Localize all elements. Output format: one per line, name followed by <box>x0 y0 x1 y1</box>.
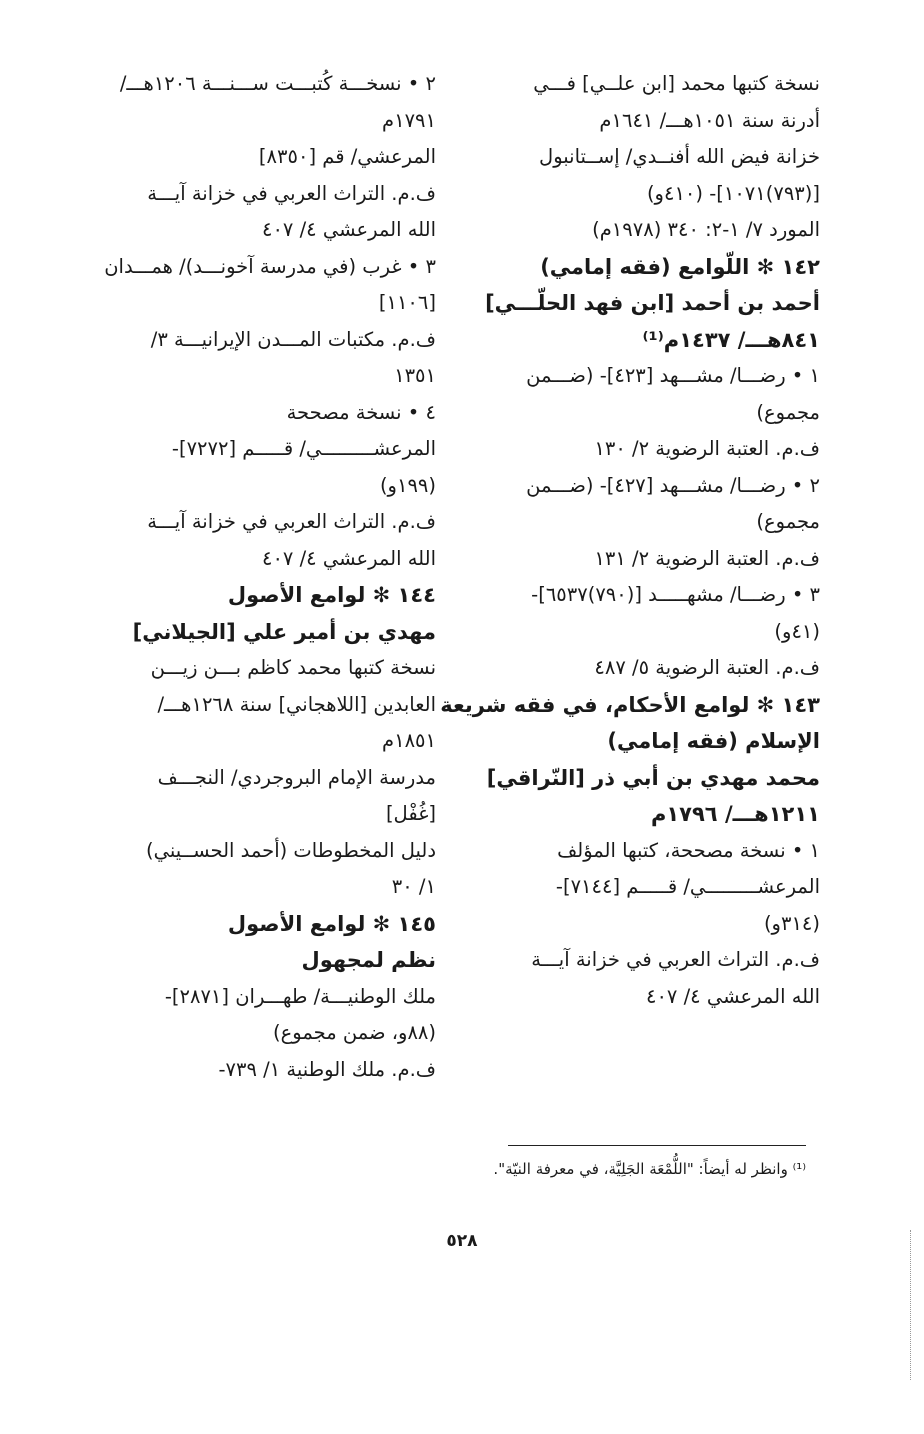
text-line: مدرسة الإمام البروجردي/ النجـــف <box>157 765 436 789</box>
text-line: الله المرعشي ٤/ ٤٠٧ <box>261 546 436 570</box>
text-line: ١٧٩١م <box>382 108 436 132</box>
entry-heading: ١٤٥ ✻ لوامع الأصول <box>227 911 436 936</box>
text-line: مجموع) <box>756 510 820 533</box>
text-line: أدرنة سنة ١٠٥١هـــ/ ١٦٤١م <box>599 108 820 132</box>
text-line: مجموع) <box>756 400 820 424</box>
text-line: ف.م. التراث العربي في خزانة آيـــة <box>147 181 436 205</box>
entry-heading: الإسلام (فقه إمامي) <box>607 729 820 753</box>
text-line: [غُفْل] <box>385 802 436 825</box>
page-edge-marks <box>910 1230 914 1380</box>
entry-heading: ١٤٣ ✻ لوامع الأحكام، في فقه شريعة <box>440 692 820 717</box>
text-line: ف.م. العتبة الرضوية ٢/ ١٣١ <box>594 546 820 570</box>
text-line: ف.م. ملك الوطنية ١/ ٧٣٩- <box>218 1057 436 1081</box>
entry-author: نظم لمجهول <box>301 948 436 972</box>
text-line: ١ • نسخة مصححة، كتبها المؤلف <box>557 838 820 862</box>
entry-author: أحمد بن أحمد [ابن فهد الحلّـــي] <box>485 291 820 315</box>
text-line: ف.م. التراث العربي في خزانة آيـــة <box>147 510 436 533</box>
text-line: ف.م. العتبة الرضوية ٢/ ١٣٠ <box>594 437 820 460</box>
text-line: (٤١و) <box>774 619 820 643</box>
text-line: ف.م. مكتبات المـــدن الإيرانيـــة ٣/ <box>150 327 436 351</box>
text-line: (١٩٩و) <box>379 473 436 497</box>
entry-author: ١٢١١هـــ/ ١٧٩٦م <box>650 802 820 826</box>
right-column <box>440 66 820 1015</box>
text-line: [(٧٩٣)١٠٧١]- (٤١٠و) <box>646 181 820 205</box>
text-line: ٢ • رضـــا/ مشـــهد [٤٢٧]- (ضـــمن <box>526 473 820 497</box>
left-column <box>96 66 436 1088</box>
text-line: خزانة فيض الله أفنــدي/ إســتانبول <box>539 145 820 168</box>
footnote-separator <box>508 1145 806 1146</box>
entry-author: مهدي بن أمير علي [الجيلاني] <box>132 619 436 644</box>
footnote: ⁽¹⁾ وانظر له أيضاً: "اللُّمْعَة الجَلِيَّة، في معرفة النيّة". <box>493 1160 806 1178</box>
entry-author: محمد مهدي بن أبي ذر [النّراقي] <box>486 765 820 790</box>
text-line: العابدين [اللاهجاني] سنة ١٢٦٨هـــ/ <box>157 692 436 716</box>
text-line: المورد ٧/ ١-٢: ٣٤٠ (١٩٧٨م) <box>592 218 820 241</box>
text-line: ١ • رضـــا/ مشـــهد [٤٢٣]- (ضـــمن <box>526 364 820 387</box>
text-line: الله المرعشي ٤/ ٤٠٧ <box>261 218 436 241</box>
text-line: الله المرعشي ٤/ ٤٠٧ <box>645 984 820 1008</box>
text-line: ٢ • نسخـــة كُتبـــت ســـنـــة ١٢٠٦هـــ/ <box>119 72 436 95</box>
entry-author: ٨٤١هـــ/ ١٤٣٧م⁽¹⁾ <box>642 327 820 352</box>
text-line: المرعشـــــــــي/ قـــــم [٧١٤٤]- <box>555 875 820 898</box>
text-line: (٣١٤و) <box>763 911 820 935</box>
text-line: ١٣٥١ <box>394 364 436 387</box>
text-line: المرعشـــــــــي/ قـــــم [٧٢٧٢]- <box>171 437 436 460</box>
text-line: ف.م. العتبة الرضوية ٥/ ٤٨٧ <box>594 656 820 679</box>
page-number: ٥٢٨ <box>446 1231 478 1251</box>
text-line: ٣ • رضـــا/ مشهـــــد [(٧٩٠)٦٥٣٧]- <box>531 583 820 606</box>
text-line: ف.م. التراث العربي في خزانة آيـــة <box>531 948 820 971</box>
text-line: ملك الوطنيـــة/ طهـــران [٢٨٧١]- <box>164 984 436 1008</box>
text-line: (٨٨و، ضمن مجموع) <box>273 1021 436 1044</box>
text-line: ١/ ٣٠ <box>391 875 436 898</box>
text-line: المرعشي/ قم [٨٣٥٠] <box>258 145 436 168</box>
text-line: دليل المخطوطات (أحمد الحســيني) <box>146 838 436 862</box>
text-line: نسخة كتبها محمد [ابن علــي] فـــي <box>533 72 820 95</box>
text-line: نسخة كتبها محمد كاظم بـــن زيـــن <box>150 656 436 679</box>
entry-heading: ١٤٢ ✻ اللّوامع (فقه إمامي) <box>540 254 820 279</box>
text-line: ٤ • نسخة مصححة <box>286 400 436 424</box>
text-line: ١٨٥١م <box>382 729 436 752</box>
entry-heading: ١٤٤ ✻ لوامع الأصول <box>227 583 436 607</box>
text-line: ٣ • غرب (في مدرسة آخونـــد)/ همـــدان <box>104 254 436 278</box>
text-line: [١١٠٦] <box>378 291 436 314</box>
